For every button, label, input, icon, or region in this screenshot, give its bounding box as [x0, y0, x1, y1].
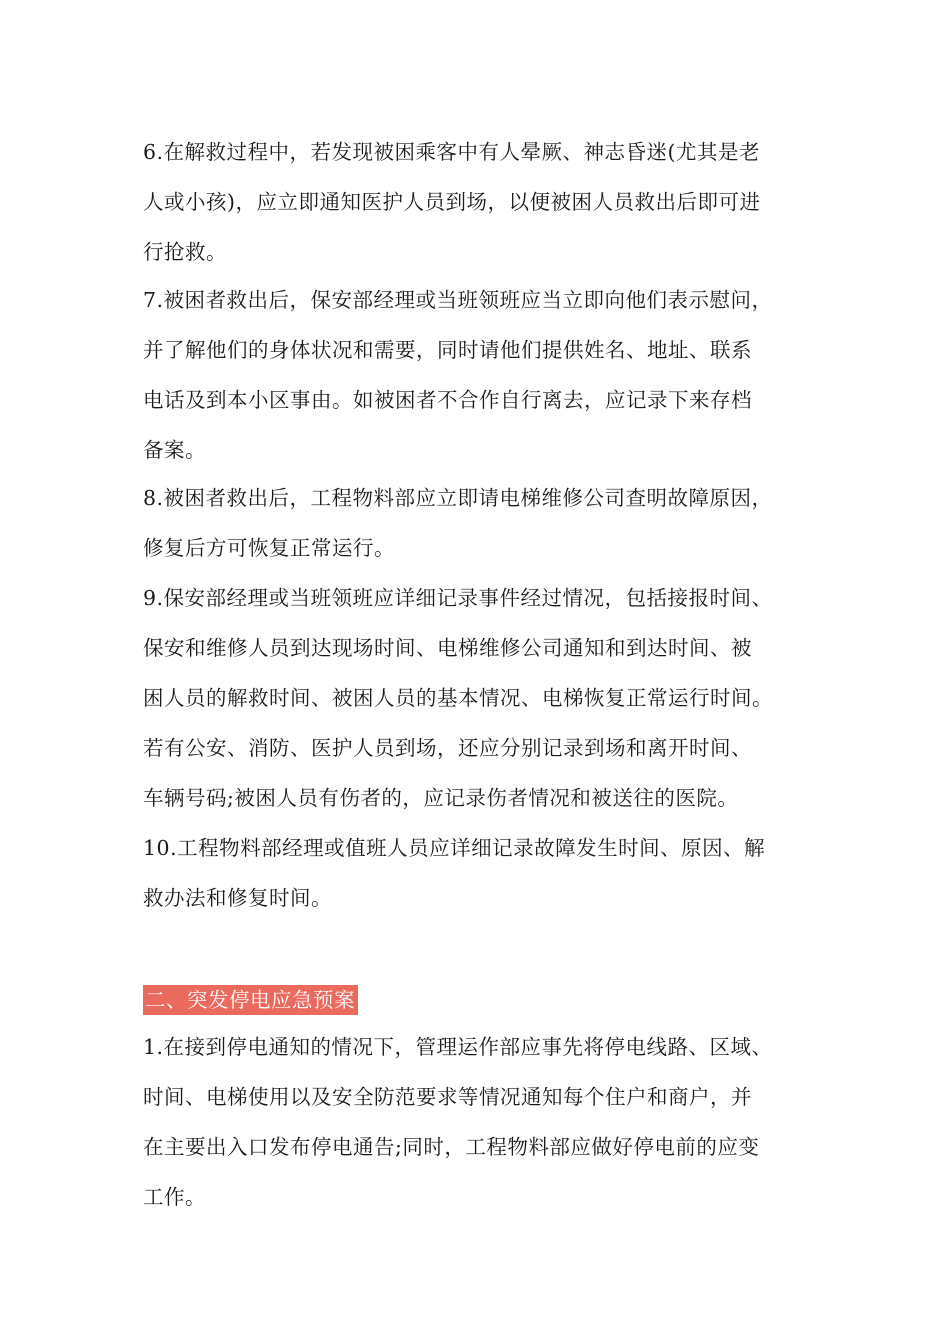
text-line: 救办法和修复时间。	[143, 886, 332, 910]
paragraph-item-10	[143, 823, 813, 923]
text-line: 1.在接到停电通知的情况下，管理运作部应事先将停电线路、区域、	[143, 1035, 773, 1059]
text-line: 若有公安、消防、医护人员到场，还应分别记录到场和离开时间、	[143, 736, 752, 760]
text-line: 在主要出入口发布停电通告;同时，工程物料部应做好停电前的应变	[143, 1135, 760, 1159]
paragraph-item-9	[143, 573, 813, 823]
text-line: 8.被困者救出后，工程物料部应立即请电梯维修公司查明故障原因，	[143, 486, 773, 510]
text-line: 9.保安部经理或当班领班应详细记录事件经过情况，包括接报时间、	[143, 586, 773, 610]
text-line: 人或小孩)，应立即通知医护人员到场，以便被困人员救出后即可进	[143, 190, 761, 214]
text-line: 行抢救。	[143, 240, 227, 264]
text-line: 工作。	[143, 1185, 206, 1209]
paragraph-item-6	[143, 127, 813, 277]
text-line: 6.在解救过程中，若发现被困乘客中有人晕厥、神志昏迷(尤其是老	[143, 140, 761, 164]
paragraph-power-item-1	[143, 1022, 813, 1222]
text-line: 10.工程物料部经理或值班人员应详细记录故障发生时间、原因、解	[143, 836, 766, 860]
text-line: 备案。	[143, 438, 206, 462]
text-line: 车辆号码;被困人员有伤者的，应记录伤者情况和被送往的医院。	[143, 786, 739, 810]
section-heading: 二、突发停电应急预案	[143, 985, 358, 1015]
text-line: 困人员的解救时间、被困人员的基本情况、电梯恢复正常运行时间。	[143, 686, 773, 710]
text-line: 时间、电梯使用以及安全防范要求等情况通知每个住户和商户，并	[143, 1085, 752, 1109]
text-line: 保安和维修人员到达现场时间、电梯维修公司通知和到达时间、被	[143, 636, 752, 660]
text-line: 7.被困者救出后，保安部经理或当班领班应当立即向他们表示慰问，	[143, 288, 773, 312]
paragraph-item-7	[143, 275, 813, 475]
paragraph-item-8	[143, 473, 813, 573]
text-line: 并了解他们的身体状况和需要，同时请他们提供姓名、地址、联系	[143, 338, 752, 362]
text-line: 电话及到本小区事由。如被困者不合作自行离去，应记录下来存档	[143, 388, 752, 412]
text-line: 修复后方可恢复正常运行。	[143, 536, 395, 560]
